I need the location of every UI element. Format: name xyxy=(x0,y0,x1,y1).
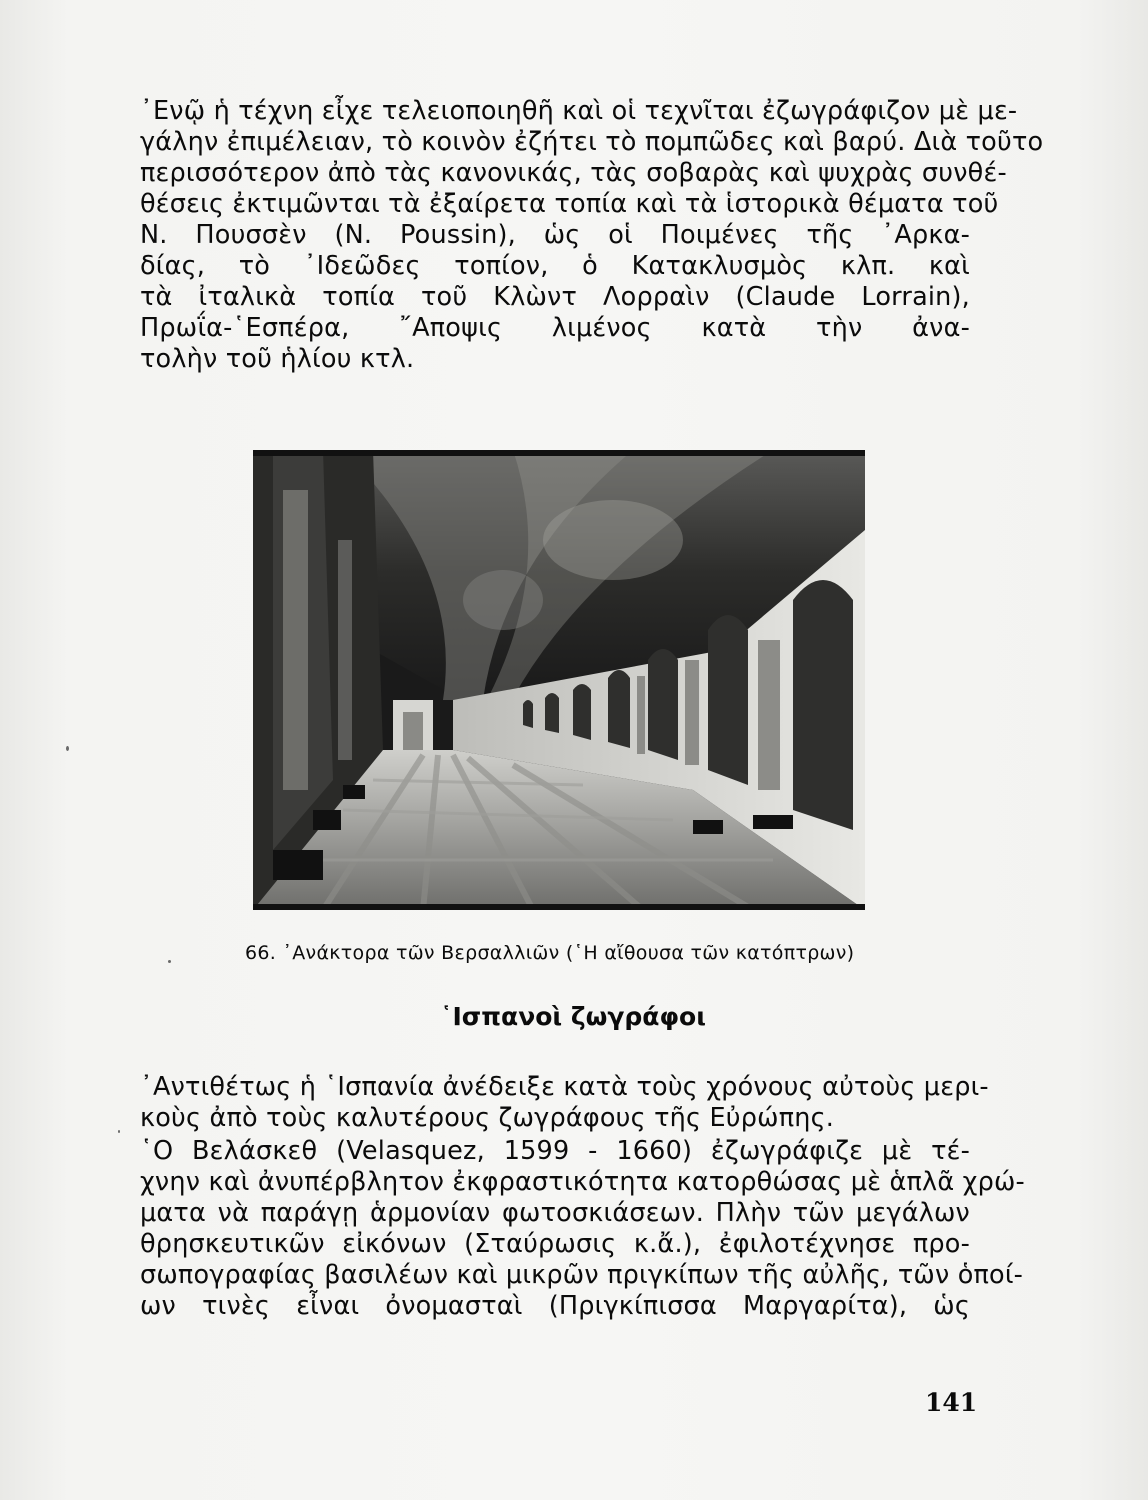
text-line: ματα νὰ παράγῃ ἁρμονίαν φωτοσκιάσεων. Πλὴν τῶν μεγάλων xyxy=(140,1198,970,1228)
text-line: ᾿Αντιθέτως ἡ ῾Ισπανία ἀνέδειξε κατὰ τοὺς χρόνους αὐτοὺς μερι- xyxy=(140,1072,989,1102)
text-line: Πρωΐα-῾Εσπέρα, ῎Αποψις λιμένος κατὰ τὴν ἀνα- xyxy=(140,313,970,343)
text-line: θέσεις ἐκτιμῶνται τὰ ἐξαίρετα τοπία καὶ τὰ ἱστορικὰ θέματα τοῦ xyxy=(140,189,999,219)
scan-speck xyxy=(66,746,69,751)
text-line: θρησκευτικῶν εἰκόνων (Σταύρωσις κ.ἄ.), ἐφιλοτέχνησε προ- xyxy=(140,1229,970,1259)
text-line: Ν. Πουσσὲν (N. Poussin), ὡς οἱ Ποιμένες τῆς ᾿Αρκα- xyxy=(140,220,970,250)
text-line: περισσότερον ἀπὸ τὰς κανονικάς, τὰς σοβαρὰς καὶ ψυχρὰς συνθέ- xyxy=(140,158,1007,188)
scan-speck xyxy=(168,960,171,963)
text-line: δίας, τὸ ᾿Ιδεῶδες τοπίον, ὁ Κατακλυσμὸς κλπ. καὶ xyxy=(140,251,970,281)
paragraph-intro xyxy=(140,96,1044,375)
text-line: χνην καὶ ἀνυπέρβλητον ἐκφραστικότητα κατορθώσας μὲ ἁπλᾶ χρώ- xyxy=(140,1167,1025,1197)
text-line: ων τινὲς εἶναι ὀνομασταὶ (Πριγκίπισσα Μαργαρίτα), ὡς xyxy=(140,1291,970,1321)
text-line: σωπογραφίας βασιλέων καὶ μικρῶν πριγκίπων τῆς αὐλῆς, τῶν ὁποί- xyxy=(140,1260,1024,1290)
text-line: τολὴν τοῦ ἡλίου κτλ. xyxy=(140,344,415,374)
paragraph-velasquez xyxy=(140,1136,1025,1322)
text-line: τὰ ἰταλικὰ τοπία τοῦ Κλὼντ Λορραὶν (Claude Lorrain), xyxy=(140,282,970,312)
section-heading: ῾Ισπανοὶ ζωγράφοι xyxy=(440,1002,706,1031)
text-line: ῾Ο Βελάσκεθ (Velasquez, 1599 - 1660) ἐζωγράφιζε μὲ τέ- xyxy=(140,1136,970,1166)
paragraph-spain xyxy=(140,1072,989,1134)
scan-speck xyxy=(118,1130,120,1133)
text-line: γάλην ἐπιμέλειαν, τὸ κοινὸν ἐζήτει τὸ πομπῶδες καὶ βαρύ. Διὰ τοῦτο xyxy=(140,127,1044,157)
hall-of-mirrors-photo xyxy=(253,450,865,910)
text-line: κοὺς ἀπὸ τοὺς καλυτέρους ζωγράφους τῆς Εὐρώπης. xyxy=(140,1103,835,1133)
page-number: 141 xyxy=(925,1388,978,1417)
figure-caption: 66. ᾿Ανάκτορα τῶν Βερσαλλιῶν (῾Η αἴθουσα τῶν κατόπτρων) xyxy=(245,942,855,964)
text-line: ᾿Ενῷ ἡ τέχνη εἶχε τελειοποιηθῆ καὶ οἱ τεχνῖται ἐζωγράφιζον μὲ με- xyxy=(140,96,1018,126)
